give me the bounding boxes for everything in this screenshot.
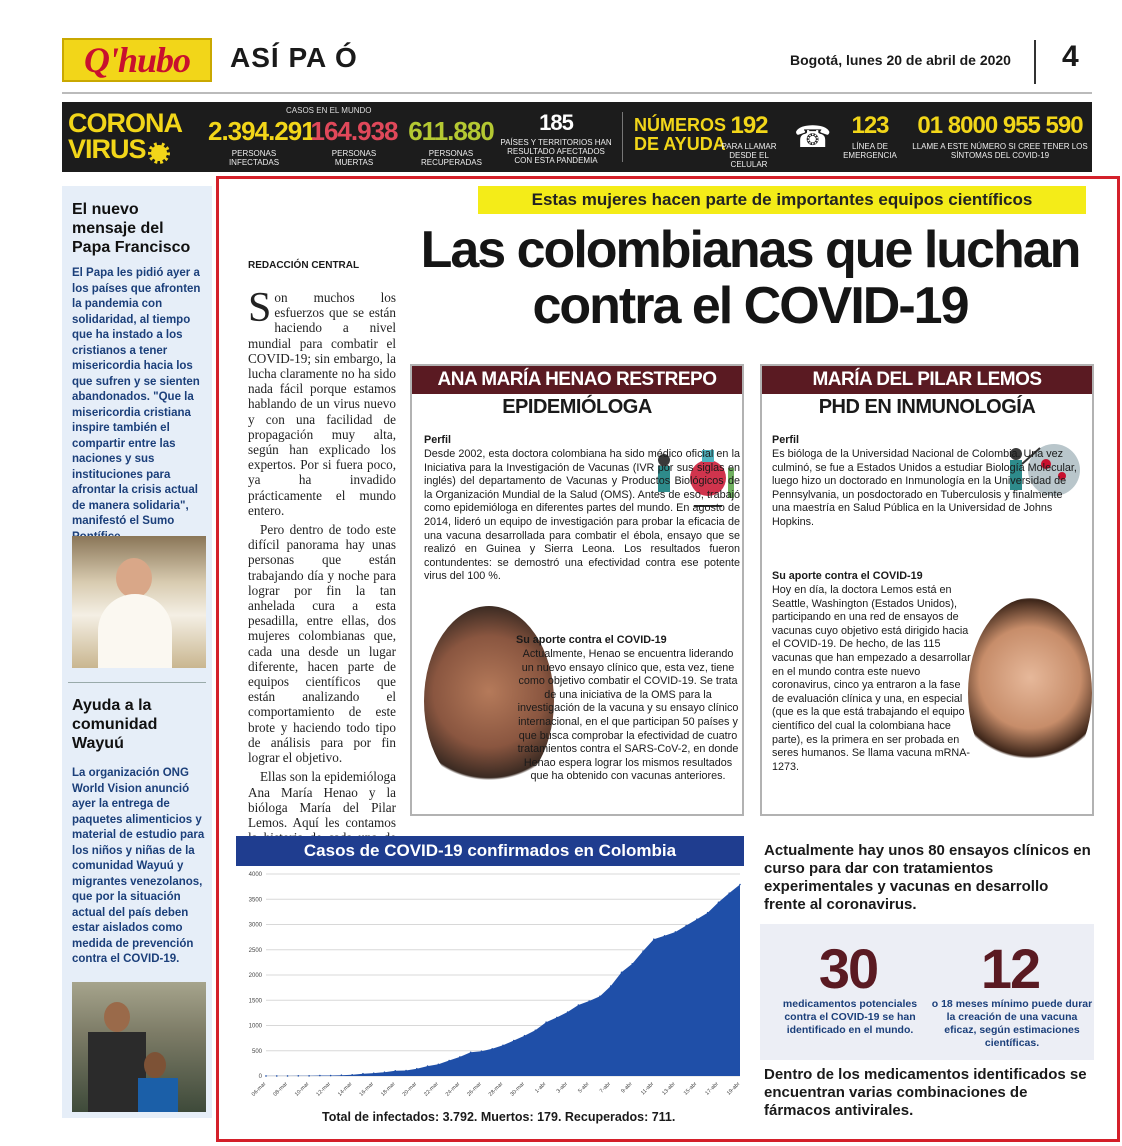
stat-countries [498, 110, 614, 165]
data-point-20-mar [416, 1068, 418, 1070]
data-point-7-abr [610, 985, 612, 987]
x-tick-label: 18-mar [380, 1081, 397, 1098]
phone-hotline-label: LLAME A ESTE NÚMERO SI CREE TENER LOS SÍNTOMAS DEL COVID-19 [912, 142, 1088, 160]
stat-countries-label: PAÍSES Y TERRITORIOS HAN RESULTADO AFECTADOS CON ESTA PANDEMIA [500, 138, 612, 165]
y-tick-label: 0 [258, 1074, 262, 1080]
data-point-31-mar [535, 1029, 537, 1031]
paragraph-1-text: on muchos los esfuerzos que se están haciendo a nivel mundial para combatir el COVID-19; sin embargo, la lucha claramente no ha sido nada fácil porque estamos hablando de un virus nuevo y con una facilidad de propagación muy alta, según han explicado los expertos. Por si fuera poco, ya ha invadido prácticamente el mundo entero. [248, 290, 396, 518]
data-point-12-mar [330, 1075, 332, 1077]
x-tick-label: 24-mar [444, 1081, 462, 1098]
x-tick-label: 14-mar [337, 1081, 354, 1098]
data-point-10-abr [642, 950, 644, 952]
perfil-label-2: Perfil [772, 434, 800, 446]
x-tick-label: 19-abr [725, 1081, 742, 1097]
profile2-aporte [772, 570, 972, 584]
data-point-1-abr [545, 1021, 547, 1023]
article-paragraph-3: Ellas son la epidemióloga Ana María Henao y la bióloga María del Pilar Lemos. Aquí les contamos [248, 769, 396, 830]
cases-world-caption: CASOS EN EL MUNDO [286, 106, 372, 115]
pope-robe-shape [98, 594, 172, 668]
fact-number-12: 12 [980, 937, 1040, 1000]
article-byline: REDACCIÓN CENTRAL [248, 260, 360, 271]
profile1-role: EPIDEMIÓLOGA [502, 396, 652, 418]
y-tick-label: 1500 [248, 998, 262, 1005]
profile2-perfil-text: Es bióloga de la Universidad Nacional de Colombia. Una vez culminó, se fue a Estados Unidos a estudiar Biología Molecular, luego hizo un doctorado en Inmunología en la Universidad de Pennsylvania, un posdoctorado en Tuberculosis y finalmente una maestría en Salud Pública en la Universidad de Johns Hopkins. [772, 448, 1077, 528]
x-tick-label: 06-mar [250, 1081, 268, 1098]
data-point-3-abr [567, 1011, 569, 1013]
pope-francis-photo [72, 536, 206, 668]
data-point-19-abr [739, 884, 741, 886]
adult-face-shape [104, 1002, 130, 1032]
data-point-19-mar [405, 1070, 407, 1072]
fact-number-30: 30 [818, 937, 878, 1000]
dropcap: S [248, 285, 272, 331]
data-point-06-mar [265, 1075, 267, 1077]
aporte-label-2: Su aporte contra el COVID-19 [772, 570, 923, 582]
data-point-15-abr [696, 918, 698, 920]
sidebar-story2-headline[interactable]: Ayuda a la comunidad Wayuú [72, 697, 158, 752]
sidebar-story2-text: La organización ONG World Vision anunció ayer la entrega de paquetes alimenticios y material de estudio para los niños y niñas de la comunidad Wayuú y migrantes venezolanos, que por la situación actual del país deben estar aislados como medida de prevención contra el COVID-19. [72, 767, 205, 965]
fact-number-30-caption: medicamentos potenciales contra el COVID-19 se han identificado en el mundo. [782, 998, 918, 1036]
x-tick-label: 16-mar [358, 1081, 376, 1098]
x-tick-label: 15-abr [682, 1081, 699, 1097]
data-point-16-mar [373, 1072, 375, 1074]
data-point-13-mar [341, 1074, 343, 1076]
cases-area-series [266, 885, 740, 1077]
lemos-portrait [968, 598, 1092, 788]
stat-recovered-label: PERSONAS RECUPERADAS [421, 149, 482, 167]
stat-infected [208, 116, 315, 167]
data-point-29-mar [513, 1040, 515, 1042]
telephone-icon: ☎ [794, 121, 832, 154]
article-headline[interactable]: Las colombianas que luchan contra el COVID-19 [420, 221, 1080, 335]
page-number: 4 [1062, 40, 1079, 73]
child-face-shape [144, 1052, 166, 1078]
data-point-18-abr [728, 892, 730, 894]
y-tick-label: 1000 [248, 1023, 262, 1030]
data-point-9-abr [631, 963, 633, 965]
x-tick-label: 20-mar [401, 1081, 419, 1098]
phone-123-number[interactable]: 123 [851, 112, 889, 139]
profile-maria-del-pilar-lemos [760, 364, 1094, 816]
stat-dead [308, 116, 400, 167]
ayuda-line1: NÚMEROS [634, 115, 727, 135]
data-point-11-abr [653, 938, 655, 940]
x-tick-label: 10-mar [293, 1081, 311, 1098]
stat-dead-number: 164.938 [310, 116, 398, 146]
data-point-16-abr [707, 912, 709, 914]
qhubo-logo[interactable]: Q'hubo [62, 38, 212, 82]
x-tick-label: 22-mar [423, 1081, 440, 1098]
y-tick-label: 500 [251, 1048, 262, 1055]
data-point-18-mar [394, 1070, 396, 1072]
phone-192-number[interactable]: 192 [730, 112, 768, 139]
data-point-30-mar [524, 1035, 526, 1037]
data-point-08-mar [287, 1075, 289, 1077]
x-tick-label: 13-abr [661, 1081, 677, 1097]
data-point-2-abr [556, 1017, 558, 1019]
profile1-perfil-label [424, 434, 652, 448]
x-tick-label: 08-mar [272, 1081, 289, 1098]
phone-123[interactable] [838, 112, 902, 160]
child-shirt-shape [138, 1078, 178, 1112]
phone-192[interactable] [712, 112, 786, 169]
data-point-14-abr [685, 925, 687, 927]
y-tick-label: 4000 [248, 872, 262, 878]
article-paragraph-2: Pero dentro de todo este difícil panorama hay unas personas que están trabajando día y noche para lograr por fin la tan anhelada cura a esta pesadilla, entre ellas, dos mujeres colombianas que, cada una desde un lugar diferente, hacen parte de equipos científicos que están analizando el comportamiento de este brote y haciendo todo tipo de análisis para por fin lograr el objetivo. [248, 522, 396, 766]
phone-192-label: PARA LLAMAR DESDE EL CELULAR [721, 142, 777, 169]
fact-clinical-trials: Actualmente hay unos 80 ensayos clínicos en curso para dar con tratamientos experimentales y vacunas en desarrollo frente al coronavirus. [764, 842, 1091, 913]
profile2-role: PHD EN INMUNOLOGÍA [818, 396, 1036, 418]
article-kicker: Estas mujeres hacen parte de importantes equipos científicos [478, 186, 1086, 214]
section-title: ASÍ PA Ó [230, 42, 358, 73]
stat-recovered [404, 116, 498, 167]
data-point-17-abr [718, 902, 720, 904]
data-point-26-mar [481, 1050, 483, 1052]
bar-divider [622, 112, 623, 162]
fact-number-12-caption: o 18 meses mínimo puede durar la creación de una vacuna eficaz, según estimaciones científicas. [931, 998, 1093, 1049]
profile-ana-maria-henao [410, 364, 744, 816]
covid-cases-chart [236, 866, 746, 1106]
x-tick-label: 28-mar [487, 1081, 505, 1098]
x-tick-label: 26-mar [466, 1081, 483, 1098]
data-point-27-mar [491, 1048, 493, 1050]
x-tick-label: 30-mar [509, 1081, 526, 1098]
sidebar-story1-headline[interactable]: El nuevo mensaje del Papa Francisco [72, 201, 191, 256]
data-point-10-mar [308, 1075, 310, 1077]
data-point-07-mar [276, 1075, 278, 1077]
data-point-23-mar [448, 1060, 450, 1062]
profile1-aporte [516, 634, 740, 648]
stat-infected-label: PERSONAS INFECTADAS [228, 149, 280, 167]
data-point-8-abr [621, 971, 623, 973]
profile2-perfil-label [772, 434, 1000, 448]
data-point-28-mar [502, 1044, 504, 1046]
article-body [248, 285, 396, 861]
aporte-label-1: Su aporte contra el COVID-19 [516, 634, 667, 646]
coronavirus-stats-bar [62, 102, 1092, 172]
perfil-label-1: Perfil [424, 434, 452, 446]
article-paragraph-1 [248, 285, 396, 518]
x-tick-label: 9-abr [620, 1081, 634, 1095]
data-point-22-mar [438, 1064, 440, 1066]
data-point-21-mar [427, 1065, 429, 1067]
phone-123-label: LÍNEA DE EMERGENCIA [843, 142, 897, 160]
data-point-17-mar [384, 1071, 386, 1073]
data-point-24-mar [459, 1056, 461, 1058]
profile2-aporte-text: Hoy en día, la doctora Lemos está en Seattle, Washington (Estados Unidos), participando en una red de ensayos de vacunas cuyo objetivo está dirigido hacia el COVID-19. De hecho, de las 115 vacunas que han empezado a desarrollar en el mundo contra este nuevo coronavirus, cinco ya entraron a la fase de evaluación clínica y una, en especial (que es la que está trabajando el equipo científico del cual la colombiana hace parte), es la primera en ser probada en seres humanos. Se llama vacuna mRNA-1273. [772, 584, 971, 773]
y-tick-label: 3500 [248, 897, 262, 904]
virus-icon [148, 142, 170, 164]
data-point-11-mar [319, 1075, 321, 1077]
y-tick-label: 2500 [248, 947, 262, 954]
x-tick-label: 17-abr [704, 1081, 720, 1097]
profile2-name: MARÍA DEL PILAR LEMOS [762, 366, 1092, 394]
data-point-14-mar [351, 1074, 353, 1076]
phone-hotline[interactable] [912, 112, 1088, 160]
stat-dead-label: PERSONAS MUERTAS [331, 149, 377, 167]
y-tick-label: 2000 [248, 973, 262, 979]
data-point-5-abr [588, 1000, 590, 1002]
profile1-name: ANA MARÍA HENAO RESTREPO [412, 366, 742, 394]
phone-hotline-number[interactable]: 01 8000 955 590 [917, 112, 1083, 139]
x-tick-label: 5-abr [577, 1081, 591, 1095]
fact-antivirals: Dentro de los medicamentos identificados se encuentran varias combinaciones de fármacos antivirales. [764, 1066, 1087, 1119]
data-point-6-abr [599, 995, 601, 997]
stat-recovered-number: 611.880 [408, 116, 494, 146]
x-tick-label: 1-abr [534, 1081, 548, 1095]
sidebar-news [62, 186, 212, 1118]
x-tick-label: 3-abr [555, 1081, 570, 1095]
stat-countries-number: 185 [539, 110, 573, 135]
corona-title-line1: CORONA [68, 108, 182, 138]
corona-title-line2: VIRUS [68, 134, 146, 164]
wayuu-aid-photo [72, 982, 206, 1112]
stat-infected-number: 2.394.291 [208, 116, 315, 146]
dateline: Bogotá, lunes 20 de abril de 2020 [790, 52, 1011, 68]
profile1-perfil-text: Desde 2002, esta doctora colombiana ha sido médico oficial en la Iniciativa para la Investigación de Vacunas (IVR por sus siglas en inglés) del departamento de Vacunas y Productos Biológicos de la Organización Mundial de la Salud (OMS). Antes de eso, trabajó como epidemióloga en diferentes partes del mundo. En agosto de 2014, lideró un equipo de investigación para probar la eficacia de una vacuna desarrollada para combatir el ébola, ensayo que se realizó en Guinea y Sierra Leona. Los resultados fueron contundentes: se demostró una efectividad contra ese potente virus del 100 %. [424, 448, 740, 583]
sidebar-divider [68, 682, 206, 683]
y-tick-label: 3000 [248, 922, 262, 929]
data-point-09-mar [298, 1075, 300, 1077]
sidebar-story1-text: El Papa les pidió ayer a los países que afronten la pandemia con solidaridad, al tiempo que ha instado a los cristianos a tener misericordia hacia los que sufren y se sienten abandonados. "Que la misericordia cristiana inspire también el compartir entre las naciones y sus instituciones para afrontar la crisis actual de manera solidaria", manifestó el Sumo [72, 267, 201, 527]
header-rule [62, 92, 1092, 94]
x-tick-label: 12-mar [315, 1081, 333, 1098]
data-point-12-abr [664, 935, 666, 937]
chart-title: Casos de COVID-19 confirmados en Colombia [236, 836, 744, 866]
header-divider [1034, 40, 1036, 84]
x-tick-label: 7-abr [598, 1081, 613, 1095]
data-point-15-mar [362, 1073, 364, 1075]
x-tick-label: 11-abr [640, 1081, 656, 1097]
data-point-4-abr [578, 1004, 580, 1006]
data-point-25-mar [470, 1051, 472, 1053]
data-point-13-abr [675, 931, 677, 933]
pope-face-shape [116, 558, 152, 598]
chart-footer: Total de infectados: 3.792. Muertos: 179. Recuperados: 711. [322, 1110, 676, 1124]
profile1-aporte-text: Actualmente, Henao se encuentra liderando un nuevo ensayo clínico que, esta vez, tiene como objetivo combatir el COVID-19. Se trata de una iniciativa de la OMS para la investigación de la vacuna y su ensayo clínico internacional, en el que participan 50 países y que busca comprobar la efectividad de cuatro tratamientos contra el SARS-CoV-2, en donde Henao espera lograr los mismos resultados que ha obtenido con vacunas anteriores. [517, 648, 739, 783]
ayuda-line2: DE AYUDA [634, 134, 726, 154]
